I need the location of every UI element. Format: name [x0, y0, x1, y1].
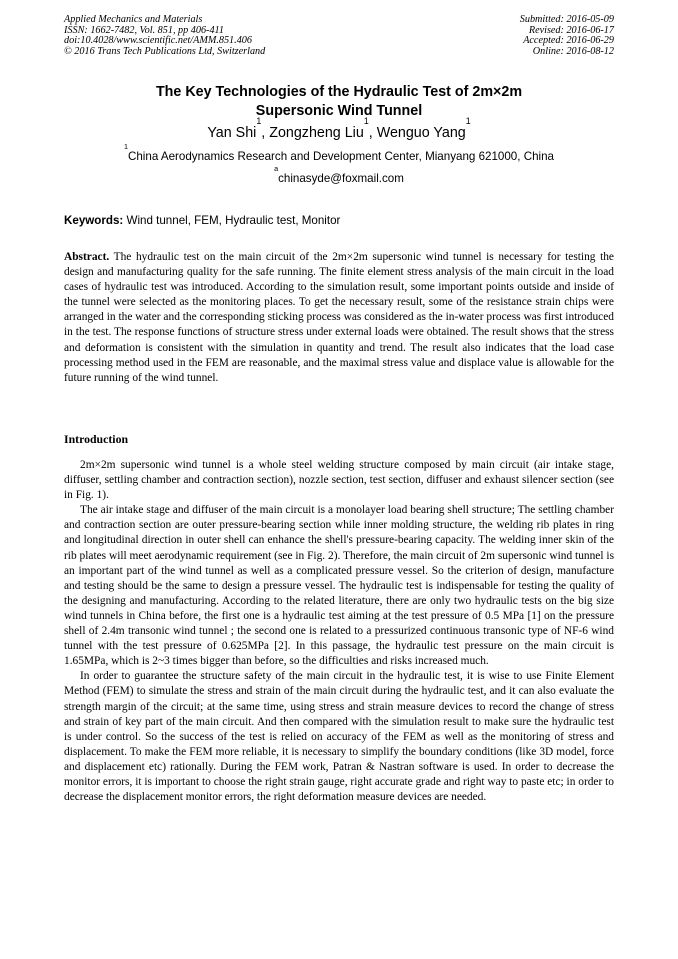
submitted-date: Submitted: 2016-05-09: [519, 14, 614, 25]
affiliation-mark: 1: [123, 142, 128, 152]
copyright-line: © 2016 Trans Tech Publications Ltd, Switzerland: [64, 45, 266, 57]
author-name: Yan Shi: [207, 125, 257, 141]
paragraph: In order to guarantee the structure safety of the main circuit in the hydraulic test, it is wise to use Finite Element Method (FEM) to simulate the stress and strain of the main circuit during the hydraulic test, and it can also evaluate the strength margin of the circuit; at the same time, using stress and strain measure devices to record the change of stress and strain of key part of the main circuit. And then compared with the simulation result to make sure the hydraulic test is under control. So the success of the test is relied on accuracy of the FEM as well as the monitoring of stress and displacement. To make the FEM more reliable, it is necessary to simplify the boundary conditions (like 3D model, force and displacement etc) rationally. During the FEM work, Patran & Nastran software is used. In order to decrease the monitor errors, it is important to choose the right strain gauge, right accurate grade and right way to paste etc; in order to decrease the displacement monitor errors, the right deformation measure devices are needed.: [64, 670, 614, 804]
journal-info: [64, 15, 265, 57]
author-affiliation-mark: 1: [256, 115, 262, 126]
affiliation-text: China Aerodynamics Research and Development Center, Mianyang 621000, China: [127, 150, 554, 163]
doi-line: doi:10.4028/www.scientific.net/AMM.851.406: [64, 35, 252, 47]
section-heading: Introduction: [64, 432, 129, 446]
submission-dates: [520, 15, 614, 57]
keywords: [64, 214, 614, 228]
keywords-text: Wind tunnel, FEM, Hydraulic test, Monitor: [123, 214, 341, 227]
abstract-label: Abstract.: [64, 251, 110, 263]
journal-name: Applied Mechanics and Materials: [64, 14, 203, 25]
accepted-date: Accepted: 2016-06-29: [523, 35, 614, 47]
email-text: chinasyde@foxmail.com: [278, 172, 404, 185]
abstract: [64, 250, 614, 386]
online-date: Online: 2016-08-12: [532, 45, 614, 57]
abstract-text: The hydraulic test on the main circuit of the 2m×2m supersonic wind tunnel is necessary for testing the design and manufacturing quality for the safe running. The finite element stress analysis of the main circuit in the load cases of hydraulic test was introduced. According to the simulation result, some important points outside and inside of the tunnel were selected as the monitoring places. To get the necessary result, some of the resistance strain chips were arranged in the water and the corresponding sticking process was considered as the in-water process was first introduced in the test. The response functions of structure stress under external loads were obtained. The result shows that the stress and deformation is consistent with the simulation in quantity and trend. The result also indicates that the load case processing method used in the FEM are reasonable, and the maximal stress value and displace value is allowable for the future running of the wind tunnel.: [64, 251, 614, 384]
issn-line: ISSN: 1662-7482, Vol. 851, pp 406-411: [64, 24, 224, 36]
title-line-1: The Key Technologies of the Hydraulic Test of 2m×2m: [155, 84, 523, 100]
paragraph: 2m×2m supersonic wind tunnel is a whole steel welding structure composed by main circuit (air intake stage, diffuser, settling chamber and contraction section), nozzle section, test section, diffuser and exhaust silencer section (see in Fig. 1).: [64, 459, 614, 502]
keywords-label: Keywords:: [64, 214, 124, 227]
author-list: [0, 115, 678, 142]
author-separator: ,: [261, 125, 270, 141]
author-affiliation-mark: 1: [465, 115, 471, 126]
revised-date: Revised: 2016-06-17: [528, 24, 614, 36]
paper-title: [0, 83, 678, 120]
introduction-body: [64, 458, 614, 805]
paragraph: The air intake stage and diffuser of the main circuit is a monolayer load bearing shell structure; The settling chamber and contraction section are outer pressure-bearing section while inner molding structure, the welding rib plates in ring and longitudinal direction in outer shell can enhance the shell's pressure-bearing capacity. The welding inner skin of the rib plates will meet aerodynamic requirement (see in Fig. 2). Therefore, the main circuit of 2m supersonic wind tunnel is an important part of the wind tunnel as well as a complicated pressure vessel. So the criterion of design, manufacture and testing should be the same to design a pressure vessel. The hydraulic test is indispensable for testing the quality of the designing and manufacturing. According to the related literature, there are only two hydraulic tests on the big size wind tunnels in China before, the first one is a hydraulic test aiming at the test pressure of 0.5 MPa [1] on the pressure shell of 2.4m transonic wind tunnel ; the second one is related to a pressurized continuous transonic type of NF-6 wind tunnel with the test pressure of 0.625MPa [2]. In this passage, the hydraulic test pressure on the main circuit is 1.65MPa, which is 2~3 times bigger than before, so the difficulties and risks increased much.: [64, 504, 614, 668]
contact-email: [0, 164, 678, 186]
author-name: Zongzheng Liu: [269, 125, 364, 141]
author-separator: ,: [368, 125, 377, 141]
author-name: Wenguo Yang: [376, 125, 466, 141]
affiliation: [0, 142, 678, 164]
title-line-2: Supersonic Wind Tunnel: [255, 102, 423, 119]
author-affiliation-mark: 1: [363, 115, 369, 126]
email-mark: a: [274, 164, 279, 174]
